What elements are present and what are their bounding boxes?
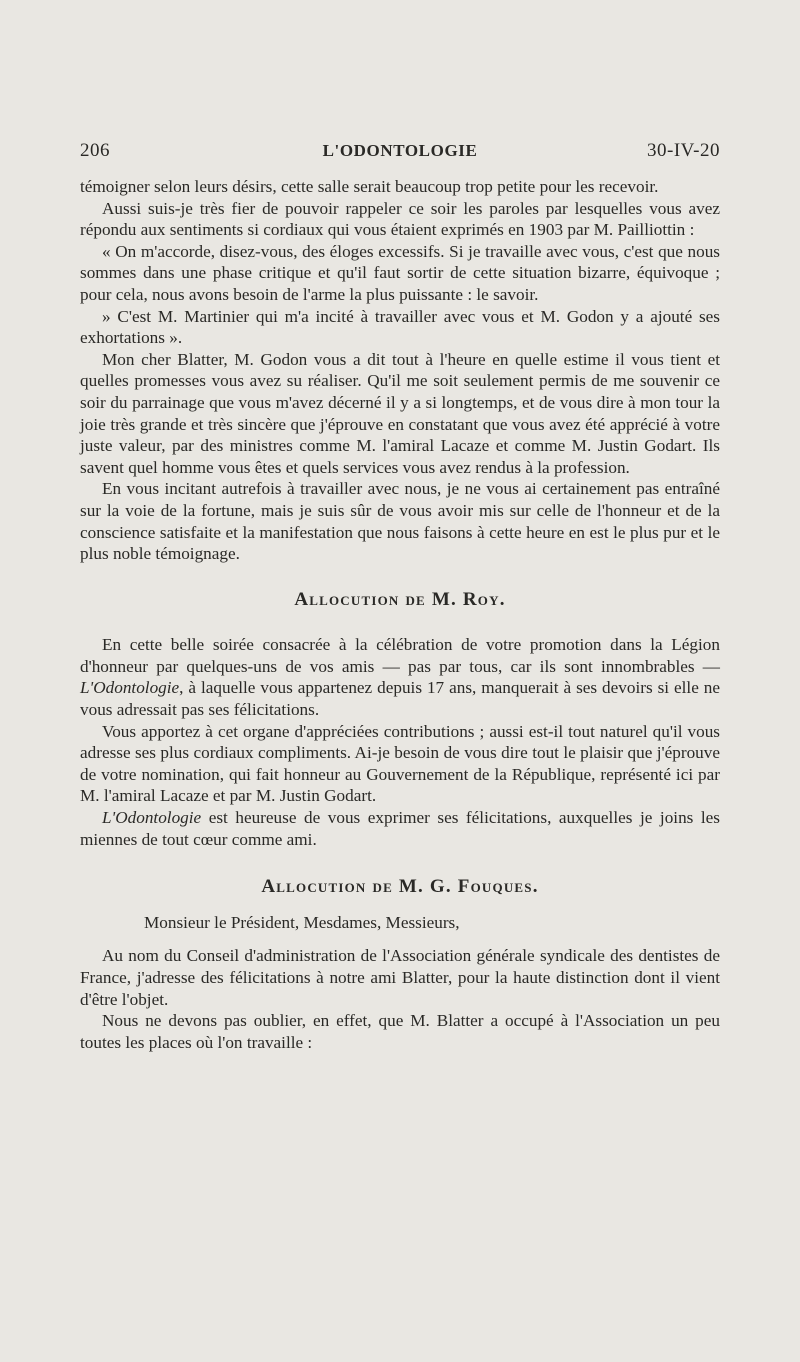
paragraph-text: est heureuse de vous exprimer ses félicitations, auxquelles je joins les miennes de tout cœur comme ami. [80, 808, 720, 849]
issue-date: 30-IV-20 [647, 140, 720, 161]
paragraph: Mon cher Blatter, M. Godon vous a dit tout à l'heure en quelle estime il vous tient et quelles promesses vous avez su réaliser. Qu'il me soit seulement permis de me souvenir ce soir du parrainage que vous m'avez décerné il y a si longtemps, et de vous dire à mon tour la joie très grande et très sincère que j'éprouve en constatant que vous avez été apprécié à votre juste valeur, par des ministres comme M. l'amiral Lacaze et comme M. Justin Godart. Ils savent quel homme vous êtes et quels services vous avez rendus à la profession. [80, 349, 720, 477]
paragraph: En vous incitant autrefois à travailler avec nous, je ne vous ai certainement pas entraîné sur la voie de la fortune, mais je suis sûr de vous avoir mis sur celle de l'honneur et de la conscience satisfaite et la manifestation que nous faisons à cette heure en est le plus pur et le plus noble témoignage. [80, 479, 720, 564]
journal-title: L'ODONTOLOGIE [322, 141, 478, 160]
paragraph-text: , à laquelle vous appartenez depuis 17 ans, manquerait à ses devoirs si elle ne vous adressait pas ses félicitations. [80, 678, 720, 720]
paragraph: Au nom du Conseil d'administration de l'Association générale syndicale des dentistes de France, j'adresse des félicitations à notre ami Blatter, pour la haute distinction dont il vient d'être l'objet. [80, 946, 720, 1009]
paragraph: « On m'accorde, disez-vous, des éloges excessifs. Si je travaille avec vous, c'est que nous sommes dans une phase critique et qu'il faut sortir de cette situation bizarre, équivoque ; pour cela, nous avons besoin de l'arme la plus puissante : le savoir. [80, 241, 720, 304]
journal-name-italic: L'Odontologie [80, 678, 180, 698]
paragraph-text: En cette belle soirée consacrée à la célébration de votre promotion dans la Légion d'honneur par quelques-uns de vos amis — pas par tous, car ils sont innombrables — [80, 635, 720, 676]
page-number: 206 [80, 140, 110, 161]
paragraph: témoigner selon leurs désirs, cette salle serait beaucoup trop petite pour les recevoir. [80, 177, 659, 196]
paragraph: Vous apportez à cet organe d'appréciées contributions ; aussi est-il tout naturel qu'il vous adresse ses plus cordiaux compliments. Ai-je besoin de vous dire tout le plaisir que j'éprouve de votre nomination, qui fait honneur au Gouvernement de la République, représenté ici par M. l'amiral Lacaze et par M. Justin Godart. [80, 721, 720, 806]
body-text [80, 176, 720, 1053]
running-header [80, 140, 720, 164]
journal-name-italic: L'Odontologie [102, 808, 202, 828]
salutation: Monsieur le Président, Mesdames, Messieurs, [144, 912, 460, 932]
section-heading-fouques: Allocution de M. G. Fouques. [261, 876, 539, 898]
paragraph: » C'est M. Martinier qui m'a incité à travailler avec vous et M. Godon y a ajouté ses exhortations ». [80, 306, 720, 348]
paragraph: Nous ne devons pas oublier, en effet, que M. Blatter a occupé à l'Association un peu toutes les places où l'on travaille : [80, 1011, 720, 1052]
paragraph [80, 634, 720, 720]
paragraph [80, 807, 720, 850]
paragraph: Aussi suis-je très fier de pouvoir rappeler ce soir les paroles par lesquelles vous avez répondu aux sentiments si cordiaux qui vous étaient exprimés en 1903 par M. Pailliottin : [80, 198, 720, 240]
section-heading-roy: Allocution de M. Roy. [294, 588, 506, 610]
